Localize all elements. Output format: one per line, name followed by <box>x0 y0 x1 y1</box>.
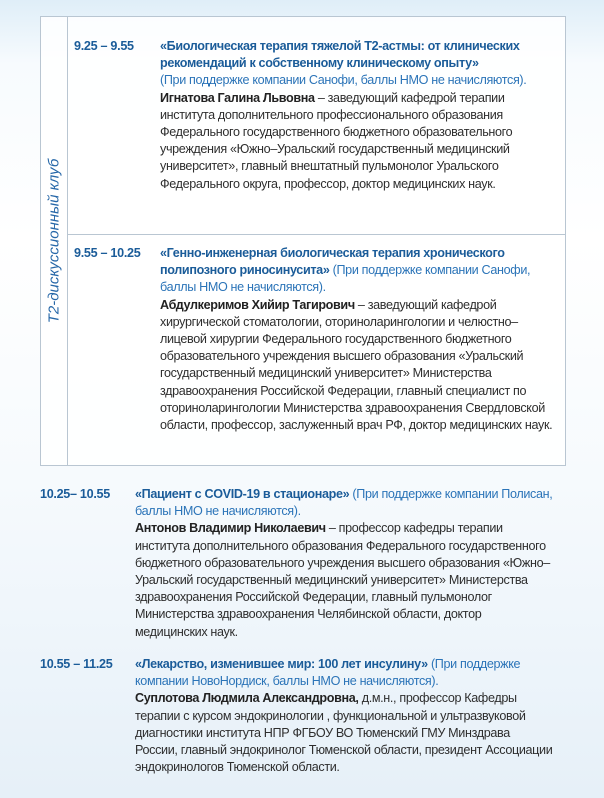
session-sponsor: (При поддержке компании НовоНордиск, баллы НМО не начисляются). <box>135 657 521 689</box>
session-sponsor: (При поддержке компании Санофи, баллы НМО не начисляются). <box>160 263 531 295</box>
session-item <box>160 245 556 434</box>
divider <box>67 234 565 235</box>
session-time: 9.55 – 10.25 <box>74 246 141 260</box>
speaker-desc: д.м.н., профессор Кафедры терапии с курсом эндокринологии , функциональной и ультразвуковой диагностики института НПР ФГБОУ ВО Тюменский ГМУ Минздрава России, главный эндокринолог Тюменской области, президент Ассоциации эндокринологов Тюменской области. <box>135 691 553 775</box>
discussion-club-box <box>40 16 566 466</box>
session-time: 10.25– 10.55 <box>40 487 110 501</box>
session-sponsor: (При поддержке компании Санофи, баллы НМО не начисляются). <box>160 73 527 88</box>
speaker-desc: – заведующий кафедрой хирургической стоматологии, оториноларингологии и челюстно–лицевой хирургии Федерального государственного бюджетного образовательного учреждения высшего образования «Уральский государственный медицинский университет» Министерства здравоохранения Российской Федерации, главный специалист по оториноларингологии Министерства здравоохранения Свердловской области, профессор, заслуженный врач РФ, доктор медицинских наук. <box>160 297 553 433</box>
session-item <box>135 656 555 776</box>
speaker-name: Абдулкеримов Хийир Тагирович <box>160 297 355 312</box>
speaker-name: Игнатова Галина Львовна <box>160 90 315 105</box>
session-sponsor: (При поддержке компании Полисан, баллы НМО не начисляются). <box>135 487 553 519</box>
speaker-name: Суплотова Людмила Александровна, <box>135 691 359 706</box>
session-title: «Лекарство, изменившее мир: 100 лет инсулину» <box>135 657 428 671</box>
speaker-desc: – профессор кафедры терапии института дополнительного образования Федерального государственного бюджетного образовательного учреждения высшего образования «Южно–Уральский государственный медицинский университет» Министерства здравоохранения Российской Федерации, главный пульмонолог Министерства здравоохранения Челябинской области, доктор медицинских наук. <box>135 521 550 639</box>
session-time: 9.25 – 9.55 <box>74 39 134 53</box>
session-item <box>160 38 556 193</box>
session-item <box>135 486 555 641</box>
session-title: «Генно-инженерная биологическая терапия хронического полипозного риносинусита» <box>160 246 505 278</box>
club-label: T2-дискуссионный клуб <box>45 158 63 324</box>
club-side-column <box>41 17 68 465</box>
speaker-desc: – заведующий кафедрой терапии института дополнительного профессионального образования Федерального государственного бюджетного образовательного учреждения «Южно–Уральский государственный медицинский университет», главный внештатный пульмонолог Уральского Федерального округа, профессор, доктор медицинских наук. <box>160 90 513 191</box>
session-title: «Пациент с COVID-19 в стационаре» <box>135 487 350 501</box>
speaker-name: Антонов Владимир Николаевич <box>135 521 326 536</box>
session-time: 10.55 – 11.25 <box>40 657 113 671</box>
session-title: «Биологическая терапия тяжелой Т2-астмы: от клинических рекомендаций к собственному клиническому опыту» <box>160 39 520 71</box>
